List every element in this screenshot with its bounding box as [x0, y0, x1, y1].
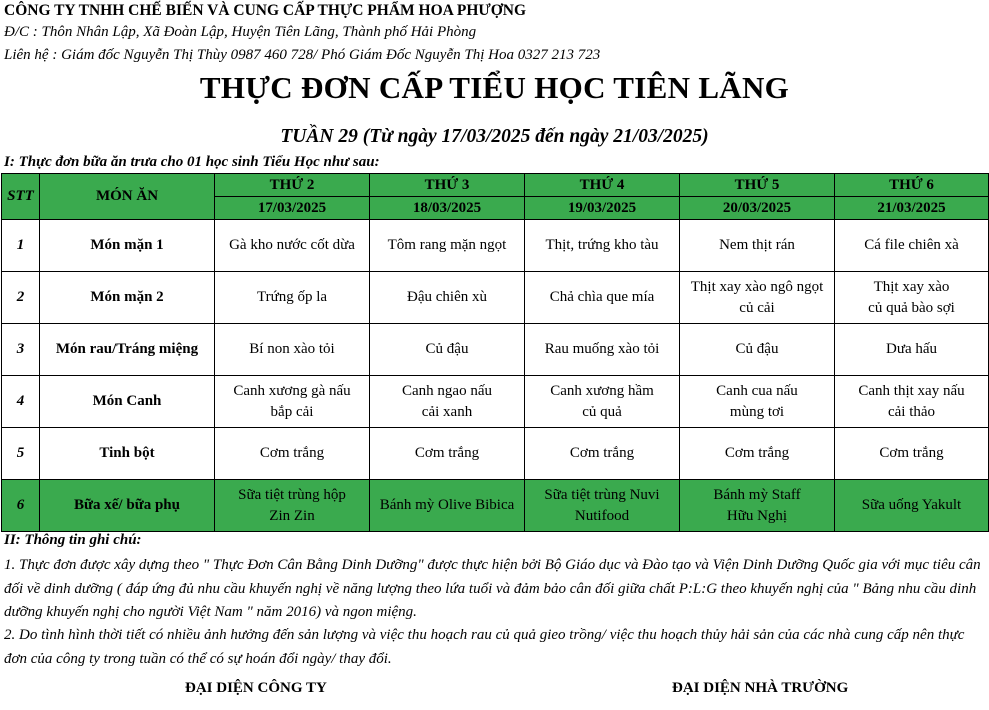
menu-cell-line: Rau muống xào tỏi [544, 341, 660, 357]
dish-header: MÓN ĂN [40, 174, 215, 220]
menu-cell-line: Sữa tiệt trùng hộp [238, 486, 346, 503]
table-row [2, 220, 989, 272]
menu-cell-line: Đậu chiên xù [407, 289, 487, 305]
table-row [2, 480, 989, 532]
dish-category: Món rau/Tráng miệng [40, 324, 215, 376]
stt-header: STT [2, 174, 40, 220]
menu-cell [370, 324, 525, 376]
dish-category: Món Canh [40, 376, 215, 428]
menu-cell [680, 324, 835, 376]
menu-cell-line: Cơm trắng [879, 445, 944, 461]
date-header: 21/03/2025 [835, 197, 989, 220]
day-header: THỨ 6 [835, 174, 989, 197]
day-header: THỨ 5 [680, 174, 835, 197]
date-header: 18/03/2025 [370, 197, 525, 220]
date-header: 20/03/2025 [680, 197, 835, 220]
menu-cell-line: bắp cải [270, 403, 314, 420]
week-range: TUẦN 29 (Từ ngày 17/03/2025 đến ngày 21/03/2025) [280, 126, 709, 147]
table-row [2, 272, 989, 324]
menu-cell [835, 376, 989, 428]
menu-cell-line: cải xanh [421, 403, 473, 420]
menu-cell-line: Cơm trắng [724, 445, 790, 461]
menu-cell [525, 220, 680, 272]
school-signature-label: ĐẠI DIỆN NHÀ TRƯỜNG [672, 680, 849, 696]
menu-cell-line: cải thảo [887, 403, 936, 420]
menu-cell-line: Cơm trắng [414, 445, 480, 461]
menu-cell-line: Gà kho nước cốt dừa [229, 237, 355, 253]
menu-cell-line: Canh ngao nấu [402, 382, 492, 399]
menu-cell-line: củ quả bào sợi [868, 299, 955, 316]
menu-cell-line: Zin Zin [269, 507, 315, 524]
menu-cell [680, 376, 835, 428]
company-name: CÔNG TY TNHH CHẾ BIẾN VÀ CUNG CẤP THỰC PHẨM HOA PHƯỢNG [4, 2, 527, 19]
row-number: 2 [2, 272, 40, 324]
day-header: THỨ 2 [215, 174, 370, 197]
menu-cell-line: Nem thịt rán [719, 237, 795, 253]
menu-cell-line: Bánh mỳ Olive Bibica [379, 497, 515, 513]
menu-cell-line: Bánh mỳ Staff [713, 486, 801, 503]
menu-cell-line: Canh thịt xay nấu [858, 382, 965, 399]
menu-cell-line: Cá file chiên xà [864, 237, 959, 253]
menu-cell [215, 272, 370, 324]
table-row [2, 324, 989, 376]
date-header: 17/03/2025 [215, 197, 370, 220]
company-contact: Liên hệ : Giám đốc Nguyễn Thị Thùy 0987 460 728/ Phó Giám Đốc Nguyễn Thị Hoa 0327 213 723 [4, 47, 601, 63]
menu-cell [215, 220, 370, 272]
menu-cell-line: Canh xương hầm [550, 382, 654, 399]
table-row [2, 428, 989, 480]
menu-cell-line: Trứng ốp la [256, 289, 328, 305]
menu-cell-line: Cơm trắng [569, 445, 635, 461]
menu-cell [370, 428, 525, 480]
menu-cell-line: Canh cua nấu [716, 382, 798, 399]
menu-cell-line: củ quả [582, 403, 622, 420]
row-number: 6 [2, 480, 40, 532]
menu-cell [680, 220, 835, 272]
company-address: Đ/C : Thôn Nhân Lập, Xã Đoàn Lập, Huyện Tiên Lãng, Thành phố Hải Phòng [4, 24, 477, 40]
menu-cell [680, 272, 835, 324]
menu-cell-line: Bí non xào tỏi [249, 341, 335, 357]
section-1-heading: I: Thực đơn bữa ăn trưa cho 01 học sinh Tiểu Học như sau: [4, 154, 380, 170]
company-signature-label: ĐẠI DIỆN CÔNG TY [185, 680, 327, 696]
menu-cell [835, 324, 989, 376]
menu-cell [835, 220, 989, 272]
table-row [2, 376, 989, 428]
menu-cell-line: Cơm trắng [259, 445, 325, 461]
menu-cell [215, 428, 370, 480]
menu-cell-line: Hữu Nghị [726, 507, 788, 524]
menu-table [1, 173, 989, 532]
menu-cell [525, 272, 680, 324]
menu-cell-line: Thịt, trứng kho tàu [545, 237, 659, 253]
menu-cell-line: Chả chìa que mía [549, 289, 655, 305]
dish-category: Món mặn 2 [40, 272, 215, 324]
menu-cell-line: Canh xương gà nấu [233, 382, 351, 399]
day-header: THỨ 4 [525, 174, 680, 197]
menu-cell-line: Thịt xay xào [873, 278, 950, 295]
dish-category: Món mặn 1 [40, 220, 215, 272]
menu-cell [525, 428, 680, 480]
dish-category: Tinh bột [40, 428, 215, 480]
menu-cell [835, 272, 989, 324]
menu-cell-line: mùng tơi [729, 403, 785, 420]
menu-cell-line: Thịt xay xào ngô ngọt [690, 278, 824, 295]
menu-cell [680, 428, 835, 480]
menu-cell [370, 220, 525, 272]
row-number: 4 [2, 376, 40, 428]
menu-cell-line: Dưa hấu [885, 341, 938, 357]
menu-cell [680, 480, 835, 532]
dish-category: Bữa xế/ bữa phụ [40, 480, 215, 532]
page-title: THỰC ĐƠN CẤP TIỂU HỌC TIÊN LÃNG [199, 70, 790, 105]
menu-cell-line: Tôm rang mặn ngọt [387, 237, 507, 253]
date-header: 19/03/2025 [525, 197, 680, 220]
menu-cell-line: Nutifood [574, 507, 630, 524]
day-header: THỨ 3 [370, 174, 525, 197]
menu-cell [215, 376, 370, 428]
menu-cell [525, 480, 680, 532]
menu-cell-line: Củ đậu [425, 341, 469, 357]
row-number: 5 [2, 428, 40, 480]
note-2: 2. Do tình hình thời tiết có nhiều ảnh hưởng đến sản lượng và việc thu hoạch rau củ quả gieo trồng/ việc thu hoạch thủy hải sản của các nhà cung cấp nên thực đơn của công ty trong tuần có thể có sự hoán đổi ngày/ thay đổi. [4, 627, 965, 667]
menu-cell [525, 376, 680, 428]
menu-cell-line: Sữa tiệt trùng Nuvi [544, 486, 660, 503]
menu-cell [215, 324, 370, 376]
menu-cell [835, 480, 989, 532]
table-header-row [2, 174, 989, 197]
menu-cell [370, 480, 525, 532]
note-1: 1. Thực đơn được xây dựng theo " Thực Đơn Cân Bằng Dinh Dưỡng" được thực hiện bởi Bộ Giáo dục và Đào tạo và Viện Dinh Dưỡng Quốc gia với mục tiêu cân đối về dinh dưỡng ( đáp ứng đủ nhu cầu khuyến nghị về năng lượng theo lứa tuổi và đảm bảo cân đối giữa chất P:L:G theo khuyến nghị của " Bảng nhu cầu dinh dưỡng khuyến nghị cho người Việt Nam " năm 2016) và ngon miệng. [4, 557, 981, 620]
menu-cell-line: Củ đậu [735, 341, 779, 357]
menu-cell [835, 428, 989, 480]
row-number: 3 [2, 324, 40, 376]
menu-cell [215, 480, 370, 532]
menu-cell [370, 272, 525, 324]
menu-cell [525, 324, 680, 376]
menu-cell [370, 376, 525, 428]
menu-cell-line: Sữa uống Yakult [861, 497, 962, 513]
section-2-heading: II: Thông tin ghi chú: [4, 532, 142, 548]
menu-cell-line: củ cải [739, 299, 775, 316]
row-number: 1 [2, 220, 40, 272]
